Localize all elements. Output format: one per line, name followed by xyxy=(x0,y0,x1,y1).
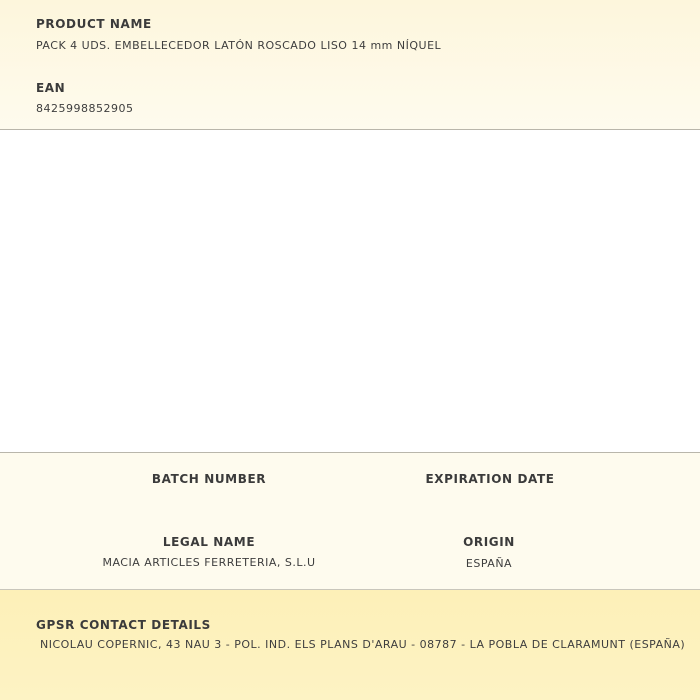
expiration-date-label: EXPIRATION DATE xyxy=(425,472,555,486)
product-header-section xyxy=(0,0,700,130)
legal-name-label: LEGAL NAME xyxy=(162,535,256,549)
origin-label: ORIGIN xyxy=(463,535,515,549)
product-name-label: PRODUCT NAME xyxy=(36,17,152,31)
ean-value: 8425998852905 xyxy=(36,102,134,115)
blank-content-area xyxy=(0,130,700,452)
origin-value: ESPAÑA xyxy=(465,557,513,570)
product-info-section xyxy=(0,452,700,590)
batch-number-label: BATCH NUMBER xyxy=(151,472,267,486)
gpsr-contact-label: GPSR CONTACT DETAILS xyxy=(36,618,211,632)
product-name-value: PACK 4 UDS. EMBELLECEDOR LATÓN ROSCADO LISO 14 mm NÍQUEL xyxy=(36,39,442,52)
gpsr-contact-value: NICOLAU COPERNIC, 43 NAU 3 - POL. IND. ELS PLANS D'ARAU - 08787 - LA POBLA DE CLARAMUNT (ESPAÑA) xyxy=(40,638,686,651)
ean-label: EAN xyxy=(36,81,66,95)
legal-name-value: MACIA ARTICLES FERRETERIA, S.L.U xyxy=(102,556,316,569)
gpsr-contact-section xyxy=(0,590,700,700)
